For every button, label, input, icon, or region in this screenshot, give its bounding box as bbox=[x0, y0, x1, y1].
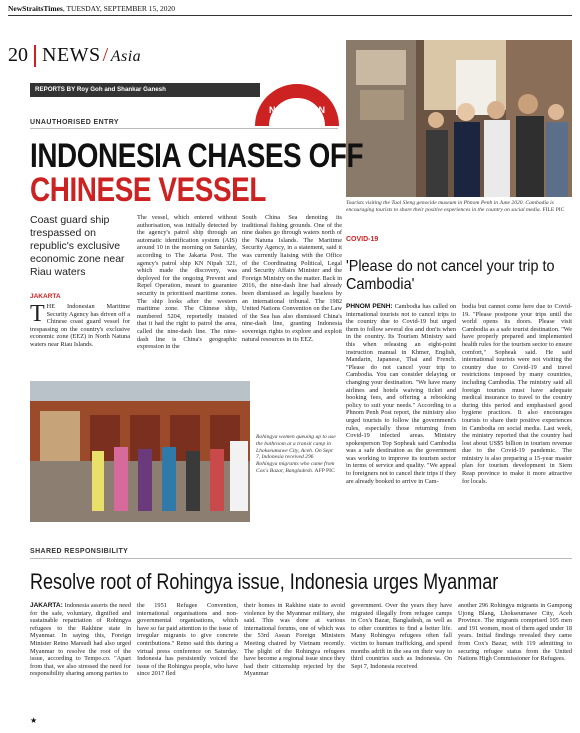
issue-date: , TUESDAY, SEPTEMBER 15, 2020 bbox=[62, 4, 176, 13]
story1-col1 bbox=[30, 293, 130, 349]
page-number: 20 bbox=[8, 44, 28, 66]
section-title bbox=[42, 44, 141, 67]
top-rule bbox=[8, 15, 572, 16]
story3-col1-body: Indonesia asserts the need for the safe, voluntary, dignified and sustainable repatriation of Rohingya refugees to the Rakhine state in Myanmar. In saying this, Foreign Minister Retno Marsudi had also urged Myanmar to resolve the root of the issue, according to Tempo.co. "Apart from that, we also stressed the need for responsibility sharing among parties to bbox=[30, 602, 131, 678]
story3-rule bbox=[30, 558, 572, 559]
story1-col2: The vessel, which entered without authorisation, was initially detected by the agency's patrol ship through an automatic identification system (AIS) around 10 in the morning on Saturday, according to The Jakarta Post. The agency's patrol ship KN Nipah 321, which made the discovery, was deployed for the ongoing Prevent and Repel Operation, meant to guarantee security in prioritised maritime zones. The ship looks after the western maritime zone. The Chinese ship, numbered 5204, reportedly insisted that it had the right to patrol the area, called the nine-dash line. The nine-dash line is China's geographic expression in the bbox=[137, 214, 237, 351]
story1-dropcap: T bbox=[30, 301, 45, 327]
story1-headline-line1: INDONESIA CHASES OFF bbox=[30, 137, 364, 175]
tourists-photo bbox=[346, 40, 572, 197]
badge-label: NST REGION bbox=[268, 105, 326, 115]
header-divider bbox=[34, 45, 36, 67]
story3-col1 bbox=[30, 602, 131, 708]
section-slash: / bbox=[102, 44, 109, 66]
story1-headline-line2: CHINESE VESSEL bbox=[30, 171, 266, 209]
story3-kicker: SHARED RESPONSIBILITY bbox=[30, 548, 129, 555]
story1-rule bbox=[30, 128, 338, 129]
reporter-bar: REPORTS BY Roy Goh and Shankar Ganesh bbox=[30, 83, 260, 97]
story2-col2: bodia but cannot come here due to Covid-19. "Please postpone your trips until the world opens its doors. Please visit Cambodia as a safe tourist destination. "We have properly prepared and implemented health rules for the tourism sector to ensure comfort," Sopheak said. He said international tourists were not visiting the country due to Covid-19 and travel restrictions imposed by many countries, including Cambodia. The ministry said all foreign tourists must have adequate medical insurance to travel to the country during this period and emphasised good hygiene practices. It also encourages tourists to share their positive experiences in Cambodia on social media. Last week, the ministry reported that the country had lost about US$5 billion in tourism revenue due to the Covid-19 pandemic. The ministry is also preparing a 15-year master plan for tourism development in Siem Reap province to make it more attractive for locals. bbox=[462, 303, 572, 485]
tourists-photo-image bbox=[346, 40, 572, 197]
story1-col3: South China Sea denoting its traditional fishing grounds. One of the nine dashes go through waters north of the Natuna Islands. The Maritime Security Agency, in a statement, said it was currently liaising with the Office of the Coordinating Political, Legal and Security Affairs Minister and the Foreign Ministry on the matter. Back in 2016, the nine-dash line had already been dismissed as legally baseless by an international tribunal. The 1982 United Nations Convention on the Law of the Sea has also dismissed China's nine-dash line, granting Indonesia sovereign rights to explore and exploit natural resources in its EEZ. bbox=[242, 214, 342, 343]
section-name: NEWS bbox=[42, 44, 101, 66]
story2-col1-body: Cambodia has called on international tourists not to cancel trips to the country due to Covid-19 but urged them to follow several dos and don'ts when in the country. Its Tourism Ministry said this when releasing an eight-point instruction manual in Khmer, English, Mandarin, Japanese, Thai and French. "Please do not cancel your trip to Cambodia. You can consider delaying or changing your destination. "We have many airlines and hotels waiving ticket and booking fees, and offering a rebooking policy to suit your needs." According to a Phnom Penh Post report, the ministry also urged tourists to follow the government's rules, especially those returning from Covid-19 infected areas. Ministry spokesperson Top Sopheak said Cambodia was a safe destination as the government was working to improve its tourism sector in terms of service and quality. "We appeal to foreigners not to cancel their trips if they are already booked to arrive in Cam- bbox=[346, 303, 456, 485]
nst-region-badge bbox=[254, 80, 340, 128]
tourists-caption-credit: FILE PIC bbox=[542, 206, 565, 213]
subsection-name: Asia bbox=[110, 48, 142, 65]
rohingya-caption-credit: AFP PIC bbox=[314, 467, 335, 474]
story1-col1-body: HE Indonesian Maritime Security Agency has driven off a Chinese coast guard vessel for trespassing on the country's exclusive economic zone (EEZ) in North Natuna waters near Riau Islands. bbox=[30, 303, 130, 348]
rohingya-caption-text: Rohingya women queuing up to use the bathroom at a transit camp in Lhokseumawe City, Aceh. On Sept 7, Indonesia received 296 Rohingya migrants who came from Cox's Bazar, Bangladesh. bbox=[256, 434, 336, 474]
page-header bbox=[8, 44, 141, 67]
story3-dateline: JAKARTA: bbox=[30, 602, 63, 609]
story1-kicker: UNAUTHORISED ENTRY bbox=[30, 119, 119, 126]
paper-name: NewStraitsTimes bbox=[8, 4, 63, 13]
story2-headline: 'Please do not cancel your trip to Cambodia' bbox=[346, 258, 555, 293]
story3-col5: another 296 Rohingya migrants in Gampong Ujong Blang, Lhokseumawe City, Aceh Province. The migrants comprised 105 men and 191 women, most of them aged under 18 years. Initial findings revealed they came from Cox's Bazar, with 119 admitting to securing refugee status from the United Nations High Commissioner for Refugees. bbox=[458, 602, 572, 663]
story2-dateline: PHNOM PENH: bbox=[346, 303, 393, 310]
story1-dateline: JAKARTA bbox=[30, 293, 61, 300]
story2-col1 bbox=[346, 303, 456, 548]
rohingya-caption bbox=[256, 434, 336, 475]
rohingya-photo bbox=[30, 381, 250, 522]
story3-col2: the 1951 Refugee Convention, international organisations and non-governmental organisations, which have so far paid attention to the issue of irregular migrants to give concrete contributions." Retno said this during a virtual press conference on Saturday. Indonesia has persistently voiced the issue of the Rohingya people, who have since 2017 fled bbox=[137, 602, 238, 678]
story1-col1-text bbox=[30, 303, 130, 349]
end-star-icon: ★ bbox=[30, 716, 38, 725]
story2-kicker: COVID-19 bbox=[346, 236, 379, 243]
rohingya-photo-image bbox=[30, 381, 250, 522]
story3-headline: Resolve root of Rohingya issue, Indonesia urges Myanmar bbox=[30, 569, 499, 594]
story3-col3: their homes in Rakhine state to avoid violence by the Myanmar military, she said. This was done at various international forums, one of which was the 53rd Asean Foreign Ministers Meeting chaired by Vietnam recently. The plight of the Rohingya refugees have become a regional issue since they had their citizenship rejected by the Myanmar bbox=[244, 602, 345, 678]
story3-col4: government. Over the years they have migrated illegally from refugee camps in Cox's Bazar, Bangladesh, as well as to other countries to find a better life. Many Rohingya refugees often fall victim to human trafficking, and spend months adrift in the sea on their way to third countries such as Indonesia. On Sept 7, Indonesia received bbox=[351, 602, 452, 670]
story1-standfirst: Coast guard ship trespassed on republic's exclusive economic zone near Riau waters bbox=[30, 214, 125, 278]
masthead bbox=[8, 4, 175, 13]
tourists-caption-text: Tourists visiting the Tuol Sleng genocide museum in Phnom Penh in June 2020. Cambodia is encouraging tourists to share their positive experiences in the country on social media. bbox=[346, 200, 554, 213]
tourists-caption bbox=[346, 200, 572, 214]
